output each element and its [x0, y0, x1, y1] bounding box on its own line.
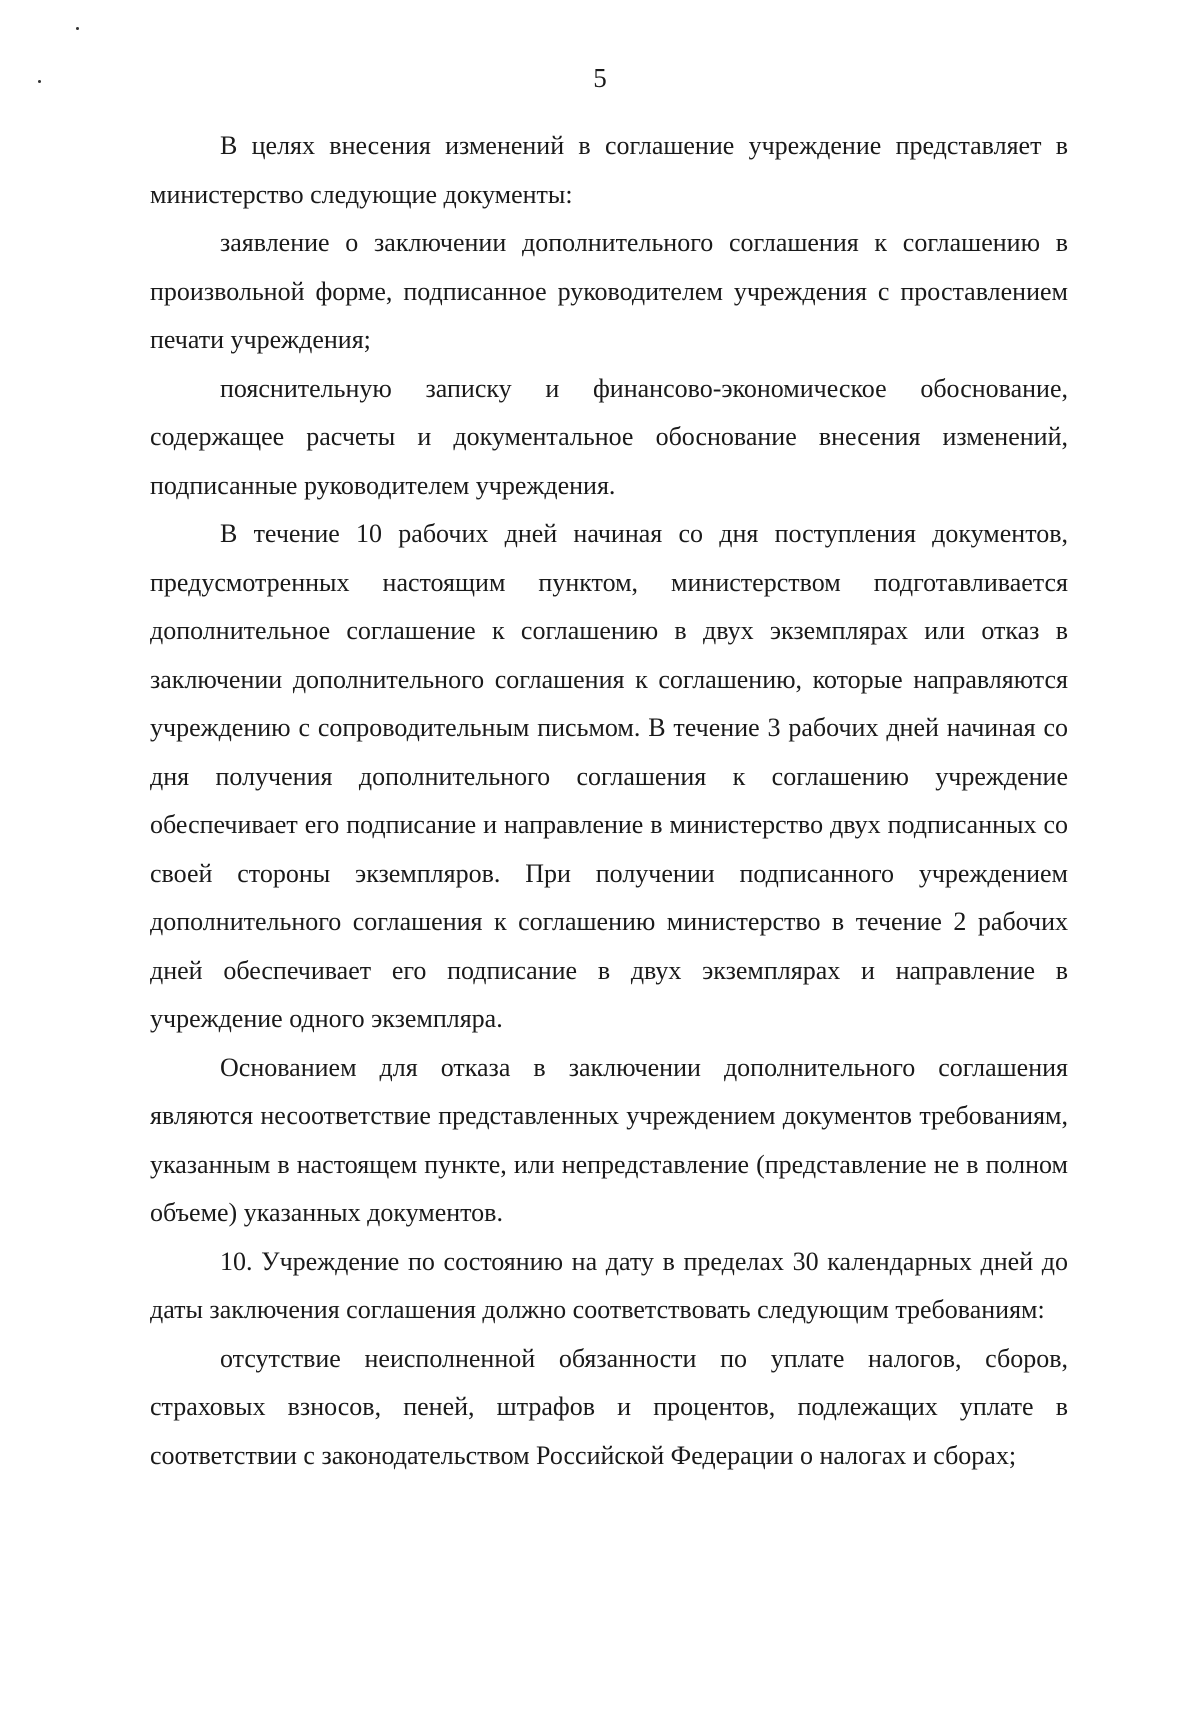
paragraph-explanatory-note: пояснительную записку и финансово-экономическое обоснование, содержащее расчеты и документальное обоснование внесения изменений, подписанные руководителем учреждения.	[150, 373, 1068, 500]
paragraph-tax-requirement: отсутствие неисполненной обязанности по уплате налогов, сборов, страховых взносов, пеней, штрафов и процентов, подлежащих уплате в соответствии с законодательством Российской Федерации о налогах и сборах;	[150, 1343, 1068, 1470]
scan-speck	[76, 27, 79, 30]
page-number: 5	[593, 63, 607, 93]
paragraph-clause-10: 10. Учреждение по состоянию на дату в пределах 30 календарных дней до даты заключения соглашения должно соответствовать следующим требованиям:	[150, 1246, 1068, 1324]
paragraph-intro: В целях внесения изменений в соглашение учреждение представляет в министерство следующие документы:	[150, 131, 1068, 209]
paragraph-processing-terms: В течение 10 рабочих дней начиная со дня поступления документов, предусмотренных настоящим пунктом, министерством подготавливается дополнительное соглашение к соглашению в двух экземплярах или отказ в заключении дополнительного соглашения к соглашению, которые направляются учреждению с сопроводительным письмом. В течение 3 рабочих дней начиная со дня получения дополнительного соглашения к соглашению учреждение обеспечивает его подписание и направление в министерство двух подписанных со своей стороны экземпляров. При получении подписанного учреждением дополнительного соглашения к соглашению министерство в течение 2 рабочих дней обеспечивает его подписание в двух экземплярах и направление в учреждение одного экземпляра.	[150, 519, 1068, 1033]
document-body	[150, 122, 1068, 1480]
paragraph-refusal-grounds: Основанием для отказа в заключении дополнительного соглашения являются несоответствие представленных учреждением документов требованиям, указанным в настоящем пункте, или непредставление (представление не в полном объеме) указанных документов.	[150, 1052, 1068, 1227]
paragraph-application: заявление о заключении дополнительного соглашения к соглашению в произвольной форме, подписанное руководителем учреждения с проставлением печати учреждения;	[150, 228, 1068, 354]
